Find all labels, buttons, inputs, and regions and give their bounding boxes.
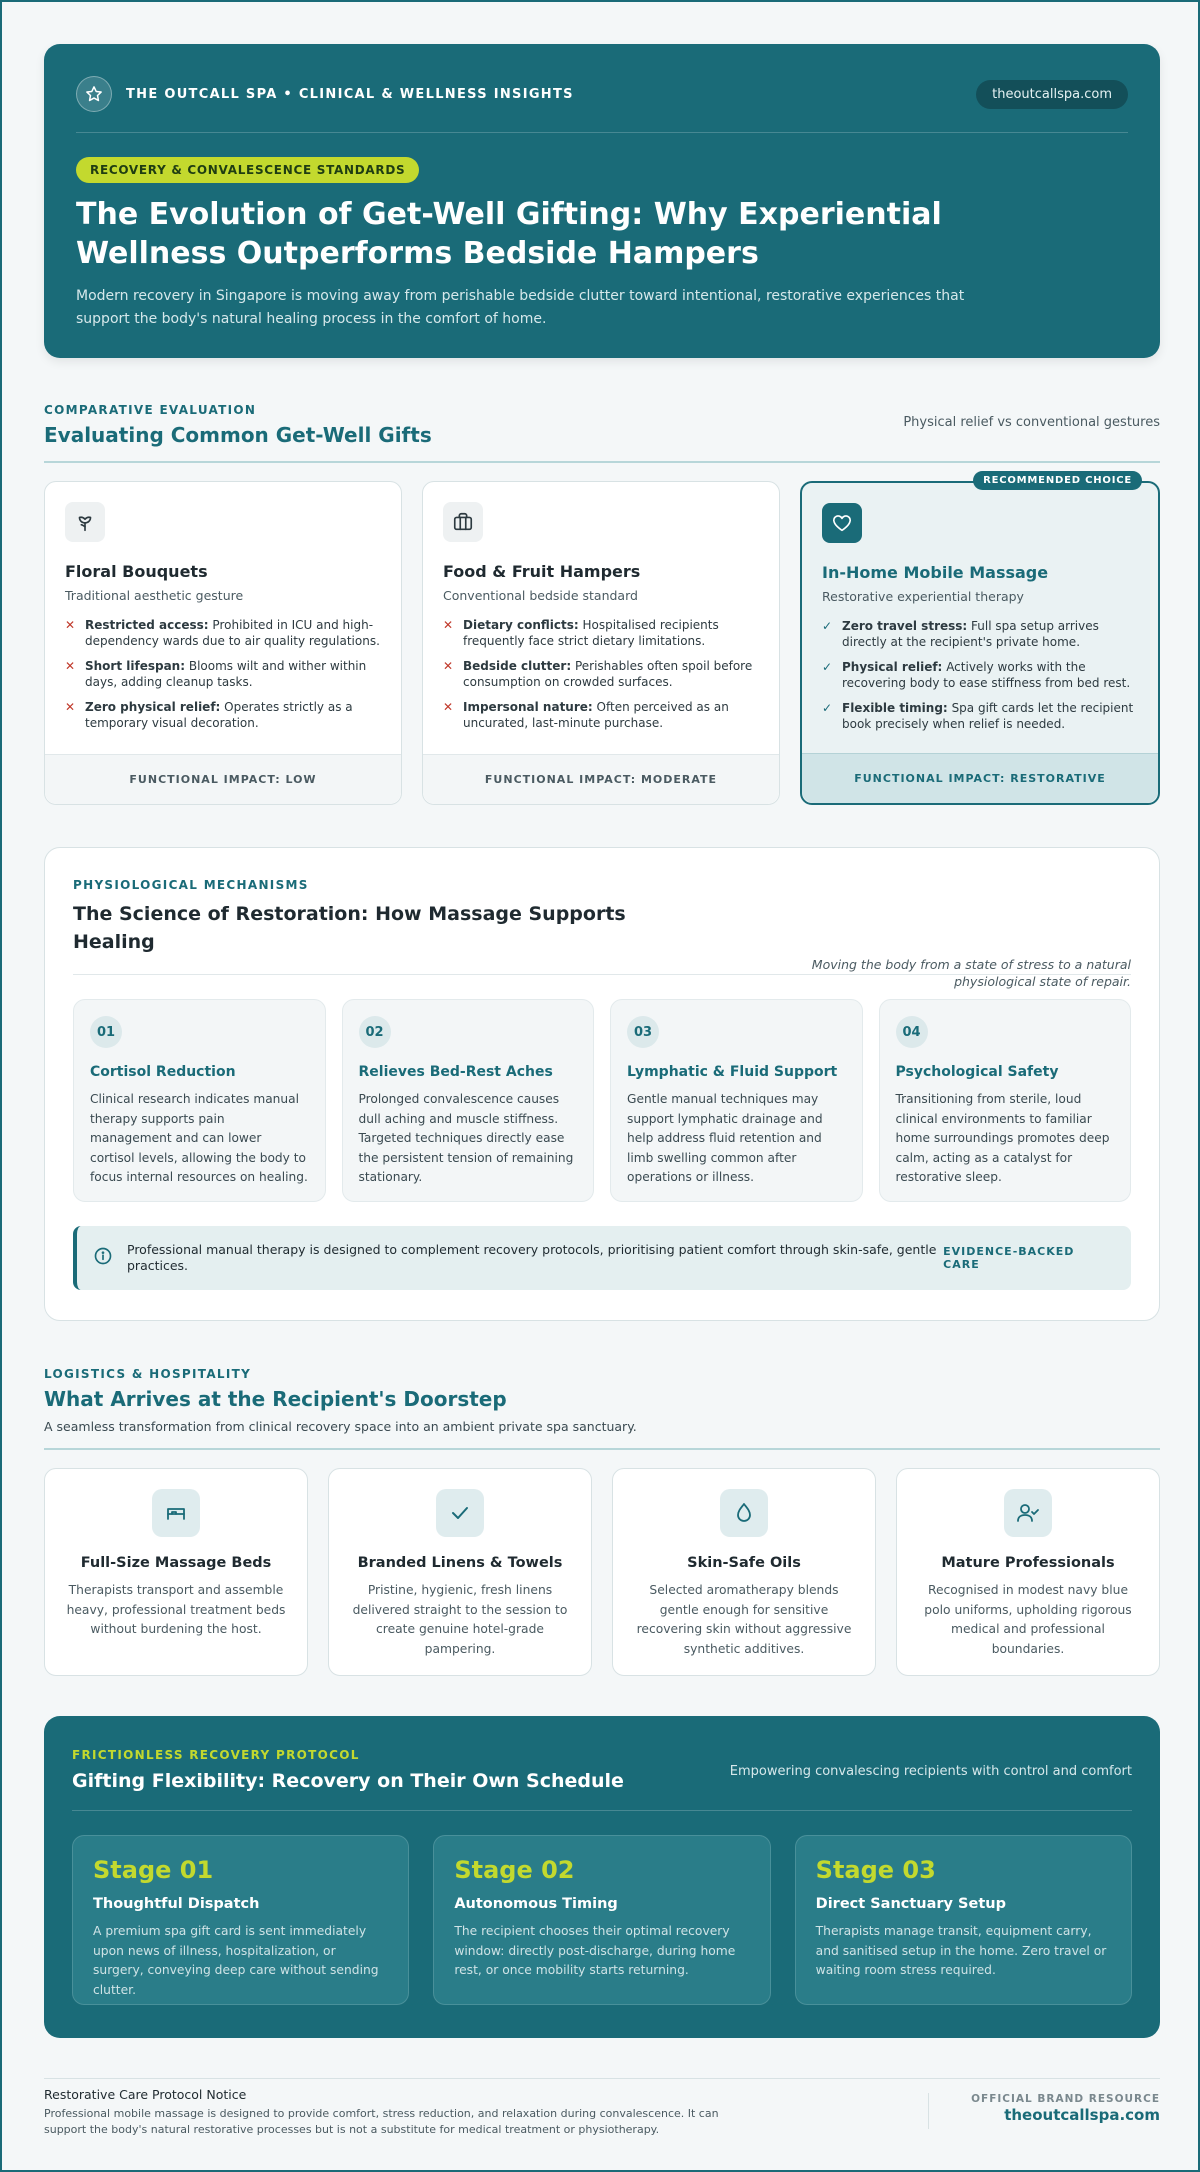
notice-tag: EVIDENCE-BACKED CARE: [943, 1245, 1075, 1271]
stage-text: The recipient chooses their optimal recovery window: directly post-discharge, during home rest, or once mobility starts returning.: [454, 1924, 736, 1977]
comparison-header: [44, 403, 1160, 463]
impact-rating: FUNCTIONAL IMPACT: MODERATE: [423, 754, 779, 804]
brand: [76, 76, 574, 112]
logistics-text: Selected aromatherapy blends gentle enough for sensitive recovering skin without aggressive synthetic additives.: [636, 1583, 852, 1656]
hero-banner: [44, 44, 1160, 358]
logistics-description: A seamless transformation from clinical recovery space into an ambient private spa sanctuary.: [44, 1419, 637, 1434]
cross-icon: ✕: [443, 659, 454, 673]
mechanism-card: [879, 999, 1132, 1202]
page-title: The Evolution of Get-Well Gifting: Why Experiential Wellness Outperforms Bedside Hampers: [76, 197, 942, 271]
science-note: Moving the body from a state of stress to a natural physiological state of repair.: [811, 957, 1131, 989]
science-panel: [44, 847, 1160, 1321]
comparison-eyebrow: COMPARATIVE EVALUATION: [44, 403, 257, 417]
gift-card-subtitle: Traditional aesthetic gesture: [65, 588, 244, 603]
stage-card: [795, 1835, 1132, 2005]
step-number: 01: [90, 1016, 122, 1048]
cross-icon: ✕: [65, 700, 76, 714]
logistics-row: [44, 1468, 1160, 1676]
stage-text: A premium spa gift card is sent immediately upon news of illness, hospitalization, or surgery, conveying deep care without sending clutter.: [93, 1924, 379, 1997]
protocol-divider: [72, 1810, 1132, 1811]
heart-icon: [822, 503, 862, 543]
footer-site-link[interactable]: theoutcallspa.com: [1004, 2106, 1160, 2124]
gift-card-subtitle: Restorative experiential therapy: [822, 589, 1024, 604]
droplet-icon: [720, 1489, 768, 1537]
user-check-icon: [1004, 1489, 1052, 1537]
notice-text: Professional manual therapy is designed to complement recovery protocols, prioritising patient comfort through skin-safe, gentle practices.: [127, 1242, 937, 1273]
mechanism-text: Prolonged convalescence causes dull aching and muscle stiffness. Targeted techniques directly ease the persistent tension of remaining stationary.: [358, 1092, 574, 1184]
mechanism-title: Lymphatic & Fluid Support: [627, 1064, 838, 1080]
logistics-eyebrow: LOGISTICS & HOSPITALITY: [44, 1367, 252, 1381]
stage-number: Stage 03: [815, 1856, 936, 1884]
cross-icon: ✕: [65, 618, 76, 632]
stage-title: Autonomous Timing: [454, 1896, 618, 1912]
list-item: ✕ Restricted access: Prohibited in ICU and high-dependency wards due to air quality regulations.: [65, 618, 380, 648]
step-number: 03: [627, 1016, 659, 1048]
logistics-text: Recognised in modest navy blue polo uniforms, upholding rigorous medical and professional boundaries.: [924, 1583, 1132, 1656]
step-number: 04: [896, 1016, 928, 1048]
logistics-header: [44, 1367, 1160, 1450]
mechanism-title: Relieves Bed-Rest Aches: [358, 1064, 553, 1080]
stage-card: [433, 1835, 770, 2005]
mechanism-title: Psychological Safety: [895, 1064, 1059, 1080]
footer-label: OFFICIAL BRAND RESOURCE: [971, 2093, 1160, 2105]
science-eyebrow: PHYSIOLOGICAL MECHANISMS: [73, 878, 309, 892]
footer-title: Restorative Care Protocol Notice: [44, 2087, 247, 2102]
gift-card-title: Floral Bouquets: [65, 562, 208, 581]
mechanism-title: Cortisol Reduction: [90, 1064, 236, 1080]
gift-card-title: In-Home Mobile Massage: [822, 563, 1049, 582]
logistics-title: Branded Linens & Towels: [357, 1555, 563, 1571]
footer-brand: [928, 2093, 1160, 2129]
mechanism-text: Transitioning from sterile, loud clinical environments to familiar home surroundings promotes deep calm, acting as a catalyst for restorative sleep.: [895, 1092, 1110, 1184]
footer: [44, 2078, 1160, 2158]
gift-card-hamper: [422, 481, 780, 805]
stage-title: Direct Sanctuary Setup: [815, 1896, 1006, 1912]
cross-icon: ✕: [443, 700, 454, 714]
stage-number: Stage 01: [93, 1856, 214, 1884]
mechanism-card: [610, 999, 863, 1202]
hero-divider: [76, 132, 1128, 133]
mechanism-text: Gentle manual techniques may support lymphatic drainage and help address fluid retention and limb swelling common after operations or illness.: [627, 1092, 823, 1184]
list-item: ✕ Zero physical relief: Operates strictly as a temporary visual decoration.: [65, 700, 353, 730]
list-item: ✓ Flexible timing: Spa gift cards let the recipient book precisely when relief is needed.: [822, 701, 1134, 731]
science-header: [73, 878, 1131, 989]
logistics-title: Skin-Safe Oils: [687, 1555, 801, 1571]
stage-text: Therapists manage transit, equipment carry, and sanitised setup in the home. Zero travel or waiting room stress required.: [815, 1924, 1107, 1977]
mechanism-row: [73, 999, 1131, 1202]
gift-card-list: [822, 618, 1138, 732]
page-subtitle: Modern recovery in Singapore is moving away from perishable bedside clutter toward intentional, restorative experiences that support the body's natural healing process in the comfort of home.: [76, 288, 965, 327]
gift-card-floral: [44, 481, 402, 805]
logistics-card: [896, 1468, 1160, 1676]
list-item: ✓ Zero travel stress: Full spa setup arrives directly at the recipient's private home.: [822, 619, 1099, 649]
footer-disclaimer: Professional mobile massage is designed to provide comfort, stress reduction, and relaxation during convalescence. It can support the body's natural restorative processes but is not a substitute for medical treatment or physiotherapy.: [44, 2107, 719, 2136]
star-icon: [76, 76, 112, 112]
checkmark-icon: ✓: [822, 701, 833, 715]
stage-title: Thoughtful Dispatch: [93, 1896, 260, 1912]
logistics-card: [612, 1468, 876, 1676]
mechanism-text: Clinical research indicates manual therapy supports pain management and can lower cortisol levels, allowing the body to focus internal resources on healing.: [90, 1092, 308, 1184]
gift-card-list: [443, 617, 759, 731]
page-container: [44, 44, 1160, 2158]
site-link[interactable]: theoutcallspa.com: [976, 80, 1128, 109]
gift-card-title: Food & Fruit Hampers: [443, 562, 641, 581]
list-item: ✕ Bedside clutter: Perishables often spoil before consumption on crowded surfaces.: [443, 659, 753, 689]
protocol-panel: [44, 1716, 1160, 2038]
comparison-title: Evaluating Common Get-Well Gifts: [44, 423, 432, 447]
evidence-notice: [73, 1226, 1131, 1290]
flower-icon: [65, 502, 105, 542]
list-item: ✕ Dietary conflicts: Hospitalised recipients frequently face strict dietary limitations.: [443, 618, 719, 648]
logistics-text: Therapists transport and assemble heavy, professional treatment beds without burdening the host.: [66, 1583, 286, 1636]
mechanism-card: [342, 999, 595, 1202]
gift-card-list: [65, 617, 381, 731]
gift-card-massage: [800, 475, 1160, 805]
protocol-title: Gifting Flexibility: Recovery on Their Own Schedule: [72, 1770, 624, 1792]
impact-rating: FUNCTIONAL IMPACT: LOW: [45, 754, 401, 804]
logistics-card: [328, 1468, 592, 1676]
stage-card: [72, 1835, 409, 2005]
cross-icon: ✕: [443, 618, 454, 632]
gift-card-subtitle: Conventional bedside standard: [443, 588, 638, 603]
check-icon: [436, 1489, 484, 1537]
science-title: The Science of Restoration: How Massage Supports Healing: [73, 903, 626, 953]
category-badge: RECOVERY & CONVALESCENCE STANDARDS: [76, 157, 419, 183]
list-item: ✓ Physical relief: Actively works with the recovering body to ease stiffness from bed rest.: [822, 660, 1131, 690]
stage-number: Stage 02: [454, 1856, 575, 1884]
step-number: 02: [359, 1016, 391, 1048]
gift-card-row: [44, 475, 1160, 805]
recommended-badge: RECOMMENDED CHOICE: [973, 471, 1142, 490]
checkmark-icon: ✓: [822, 619, 833, 633]
logistics-title: What Arrives at the Recipient's Doorstep: [44, 1387, 507, 1411]
cross-icon: ✕: [65, 659, 76, 673]
stage-row: [72, 1835, 1132, 2005]
logistics-title: Mature Professionals: [941, 1555, 1115, 1571]
list-item: ✕ Short lifespan: Blooms wilt and wither within days, adding cleanup tasks.: [65, 659, 367, 689]
info-icon: [93, 1246, 113, 1270]
list-item: ✕ Impersonal nature: Often perceived as an uncurated, last-minute purchase.: [443, 700, 729, 730]
brand-name: THE OUTCALL SPA • CLINICAL & WELLNESS INSIGHTS: [126, 86, 574, 102]
logistics-title: Full-Size Massage Beds: [80, 1555, 272, 1571]
impact-rating: FUNCTIONAL IMPACT: RESTORATIVE: [802, 753, 1158, 803]
mechanism-card: [73, 999, 326, 1202]
logistics-text: Pristine, hygienic, fresh linens delivered straight to the session to create genuine hotel-grade pampering.: [352, 1583, 568, 1656]
logistics-section: [44, 1367, 1160, 1676]
basket-icon: [443, 502, 483, 542]
protocol-eyebrow: FRICTIONLESS RECOVERY PROTOCOL: [72, 1748, 360, 1762]
comparison-note: Physical relief vs conventional gestures: [903, 415, 1160, 430]
logistics-card: [44, 1468, 308, 1676]
bed-icon: [152, 1489, 200, 1537]
protocol-note: Empowering convalescing recipients with control and comfort: [729, 1764, 1132, 1779]
hero-top-bar: [76, 76, 1128, 112]
checkmark-icon: ✓: [822, 660, 833, 674]
comparison-section: [44, 403, 1160, 805]
